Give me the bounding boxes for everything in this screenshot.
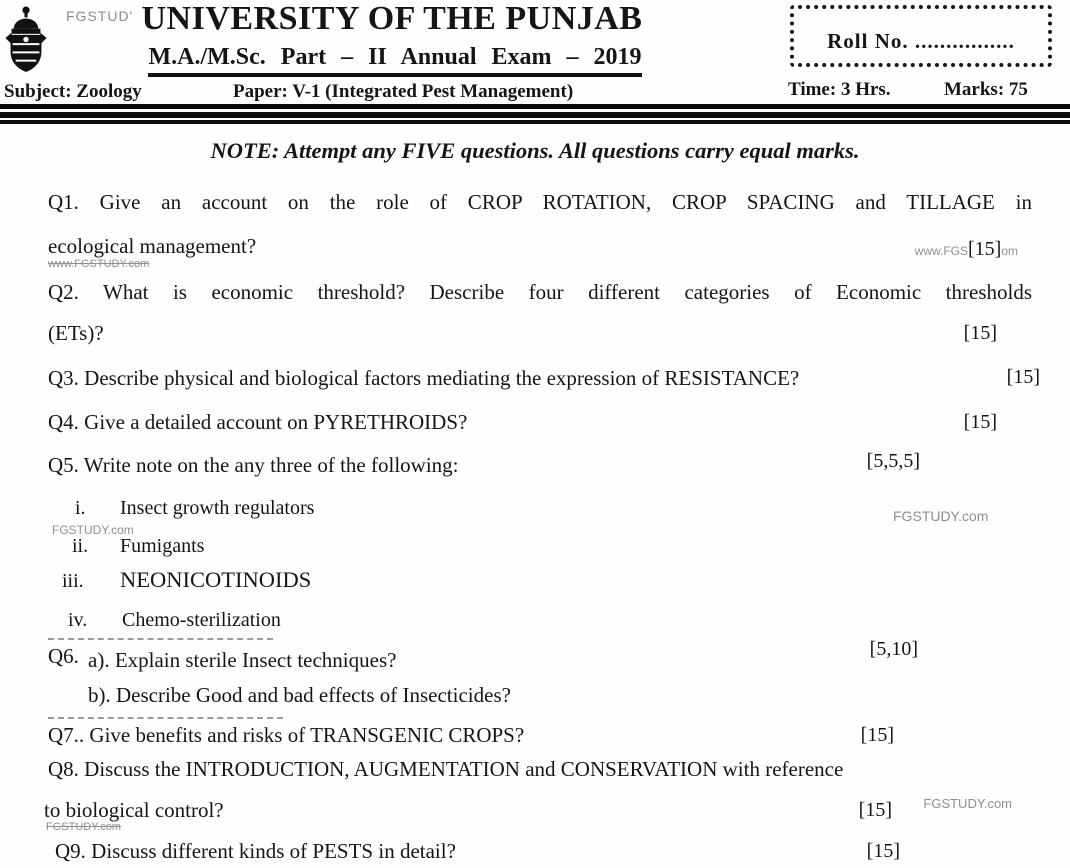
q5-item-2-num: ii. — [72, 535, 89, 557]
university-crest-icon — [5, 6, 47, 74]
q5-item-1-label: Insect growth regulators — [120, 497, 315, 519]
q5-item-1 — [75, 497, 314, 520]
q2-line1: Q2. What is economic threshold? Describe four different categories of Economic thresholds — [48, 280, 1032, 304]
q1-marks: [15] — [968, 238, 1002, 260]
q2-line2: (ETs)? — [48, 321, 104, 345]
total-marks-label: Marks: 75 — [944, 79, 1028, 100]
q5-watermark-left: FGSTUDY.com — [52, 523, 134, 537]
q9-text: Q9. Discuss different kinds of PESTS in detail? — [55, 839, 456, 863]
q8-watermark-right: FGSTUDY.com — [923, 796, 1012, 811]
q5-item-4-label: Chemo-sterilization — [122, 609, 281, 631]
q6-part-b: b). Describe Good and bad effects of Insecticides? — [88, 683, 511, 707]
q5-text: Q5. Write note on the any three of the following: — [48, 453, 459, 477]
q8-watermark-below: FGSTUDY.com — [46, 821, 121, 833]
roll-no-box — [790, 5, 1052, 67]
watermark-top: FGSTUD' — [66, 8, 134, 24]
header-divider-rules — [0, 104, 1070, 124]
q3-row — [48, 366, 1040, 391]
q8-line2: to biological control? — [44, 798, 224, 822]
q1-watermark-before: www.FGS — [914, 244, 968, 258]
q1-line1: Q1. Give an account on the role of CROP ROTATION, CROP SPACING and TILLAGE in — [48, 190, 1032, 214]
q5-marks: [5,5,5] — [866, 450, 920, 472]
q5-item-3-label: NEONICOTINOIDS — [120, 567, 312, 592]
q5-item-2-label: Fumigants — [120, 535, 205, 557]
q6-number: Q6. — [48, 644, 79, 668]
q5-item-4 — [68, 609, 281, 632]
q1-watermark-below: www.FGSTUDY.com — [48, 258, 150, 270]
roll-no-label: Roll No. ................ — [827, 29, 1015, 53]
q6-part-a: a). Explain sterile Insect techniques? — [88, 648, 397, 672]
exam-line-wrap — [95, 44, 695, 77]
q1-watermark-after: om — [1001, 244, 1018, 258]
q4-marks: [15] — [963, 411, 997, 433]
q4-text: Q4. Give a detailed account on PYRETHROIDS? — [48, 410, 468, 434]
note-line: NOTE: Attempt any FIVE questions. All questions carry equal marks. — [210, 138, 860, 163]
university-title: UNIVERSITY OF THE PUNJAB — [141, 0, 643, 37]
exam-session-line: M.A./M.Sc. Part – II Annual Exam – 2019 — [148, 44, 641, 77]
scan-artifact-line-2 — [48, 717, 283, 719]
q7-marks: [15] — [860, 724, 894, 746]
q5-item-3 — [62, 567, 311, 593]
q2-marks: [15] — [963, 322, 997, 344]
subject-label: Subject: Zoology — [4, 81, 142, 102]
paper-label: Paper: V-1 (Integrated Pest Management) — [233, 81, 574, 102]
q5-item-2 — [72, 535, 204, 558]
q1-marks-cluster — [915, 236, 1018, 261]
q5-item-3-num: iii. — [62, 570, 84, 592]
scan-artifact-line-1 — [48, 638, 273, 640]
q8-line1: Q8. Discuss the INTRODUCTION, AUGMENTATION and CONSERVATION with reference — [48, 757, 844, 781]
time-label: Time: 3 Hrs. — [788, 79, 891, 100]
q9-marks: [15] — [866, 840, 900, 862]
q5-item-1-num: i. — [75, 497, 86, 519]
q6-marks: [5,10] — [869, 638, 918, 660]
q5-watermark-right: FGSTUDY.com — [893, 508, 989, 524]
q1-line2: ecological management? — [48, 234, 257, 258]
q8-marks: [15] — [858, 799, 892, 821]
q3-text: Q3. Describe physical and biological factors mediating the expression of RESISTANCE? — [48, 366, 800, 390]
q5-item-4-num: iv. — [68, 609, 88, 631]
q3-marks: [15] — [1006, 366, 1040, 388]
q7-text: Q7.. Give benefits and risks of TRANSGENIC CROPS? — [48, 723, 525, 747]
